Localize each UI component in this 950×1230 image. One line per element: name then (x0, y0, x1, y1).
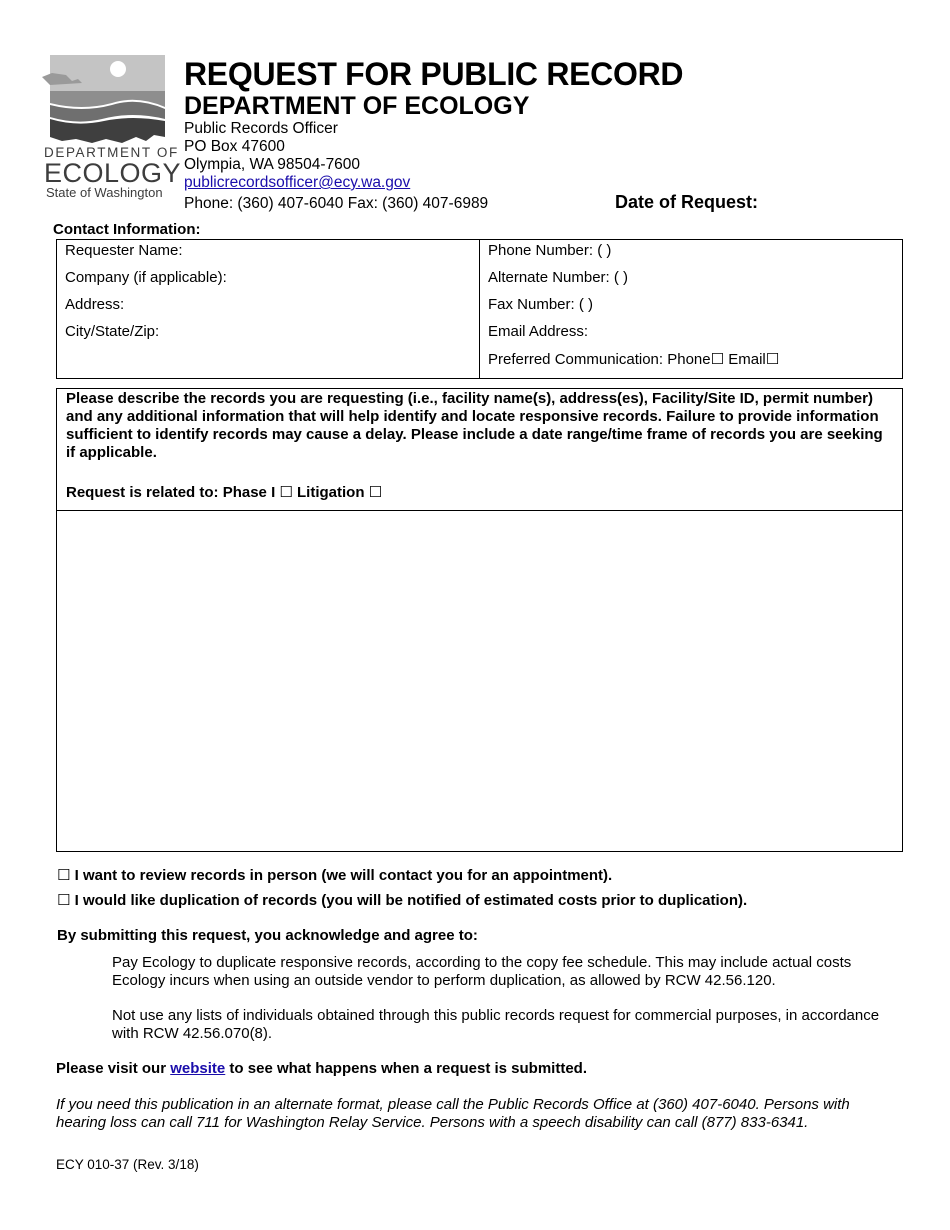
visit-prefix: Please visit our (56, 1060, 171, 1077)
po-box: PO Box 47600 (184, 138, 285, 155)
records-description-box (56, 388, 903, 852)
visit-website-line (56, 1060, 587, 1077)
request-related-to[interactable]: Request is related to: Phase I ☐ Litigation ☐ (66, 484, 383, 501)
logo-department-text: DEPARTMENT OF (44, 145, 179, 160)
address-field[interactable]: Address: (65, 296, 125, 313)
logo-state-text: State of Washington (46, 185, 163, 200)
date-of-request-label: Date of Request: (615, 192, 759, 212)
officer-email-link[interactable]: publicrecordsofficer@ecy.wa.gov (184, 174, 411, 191)
alternate-number-field[interactable]: Alternate Number: ( ) (488, 269, 629, 286)
logo-ecology-text: ECOLOGY (44, 158, 182, 188)
city-address: Olympia, WA 98504-7600 (184, 156, 361, 173)
visit-suffix: to see what happens when a request is submitted. (225, 1060, 588, 1077)
alternate-format-notice: If you need this publication in an alternate format, please call the Public Records Office at (360) 407-6040. Persons with hearing loss can call 711 for Washington Relay Service. Persons with a speech disability can call (877) 833-6341. (56, 1096, 850, 1131)
phone-number-field[interactable]: Phone Number: ( ) (488, 242, 612, 259)
form-title: REQUEST FOR PUBLIC RECORD (184, 56, 684, 92)
duplication-checkbox[interactable]: ☐ I would like duplication of records (you will be notified of estimated costs prior to duplication). (57, 892, 748, 909)
city-state-zip-field[interactable]: City/State/Zip: (65, 323, 160, 340)
company-field[interactable]: Company (if applicable): (65, 269, 227, 286)
preferred-communication-field[interactable]: Preferred Communication: Phone☐ Email☐ (488, 351, 780, 368)
records-instructions (57, 389, 902, 511)
agreement-pay-text: Pay Ecology to duplicate responsive records, according to the copy fee schedule. This may include actual costs Ecology incurs when using an outside vendor to perform duplication, as allowed by RCW 42.56.120. (112, 954, 852, 989)
contact-information-heading: Contact Information: (53, 221, 201, 238)
records-input-area[interactable] (57, 511, 902, 849)
review-in-person-checkbox[interactable]: ☐ I want to review records in person (we will contact you for an appointment). (57, 867, 613, 884)
department-subtitle: DEPARTMENT OF ECOLOGY (184, 92, 530, 120)
form-number: ECY 010-37 (Rev. 3/18) (56, 1157, 199, 1172)
contact-right-column (480, 240, 903, 379)
requester-name-field[interactable]: Requester Name: (65, 242, 183, 259)
fax-number-field[interactable]: Fax Number: ( ) (488, 296, 594, 313)
contact-table (56, 239, 903, 379)
agreement-commercial-text: Not use any lists of individuals obtained through this public records request for commercial purposes, in accordance with RCW 42.56.070(8). (112, 1007, 880, 1042)
phone-fax: Phone: (360) 407-6040 Fax: (360) 407-6989 (184, 195, 489, 212)
records-description-text: Please describe the records you are requesting (i.e., facility name(s), address(es), Facility/Site ID, permit number) and any additional information that will help identify and locate responsive records. Failure to provide information sufficient to identify records may cause a delay. Please include a date range/time frame of records you are seeking if applicable. (66, 390, 883, 461)
email-address-field[interactable]: Email Address: (488, 323, 589, 340)
records-officer: Public Records Officer (184, 120, 338, 137)
agreement-heading: By submitting this request, you acknowledge and agree to: (57, 927, 478, 944)
contact-left-column (57, 240, 480, 379)
website-link[interactable]: website (170, 1060, 226, 1077)
